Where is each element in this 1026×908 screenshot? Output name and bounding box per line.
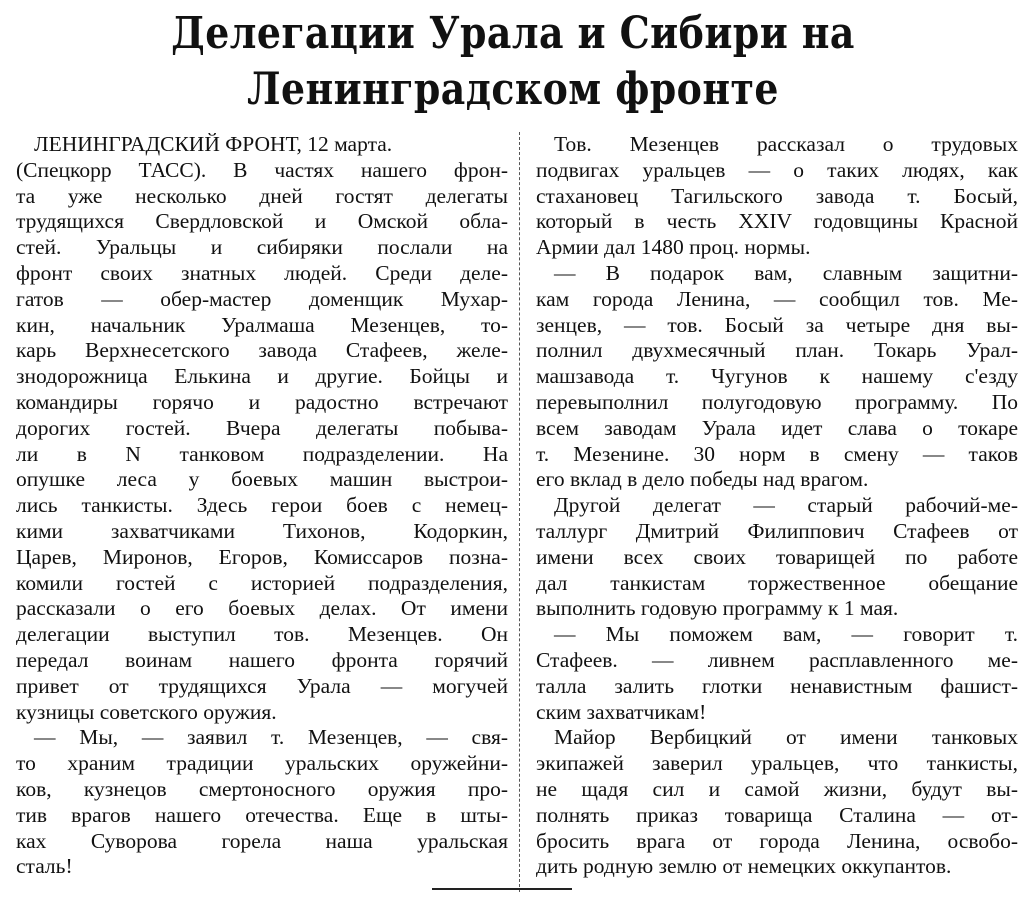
left-column	[16, 132, 508, 880]
text-line: подвигах уральцев — о таких людях, как	[536, 157, 1018, 182]
text-line: талла залить глотки ненавистным фашист-	[536, 673, 1018, 698]
text-line: гатов — обер-мастер доменщик Мухар-	[16, 286, 508, 311]
text-line: — Мы поможем вам, — говорит т.	[554, 622, 1018, 647]
text-line: зенцев, — тов. Босый за четыре дня вы-	[536, 312, 1018, 337]
text-line: ках Суворова горела наша уральская	[16, 828, 508, 853]
text-line: фронт своих знатных людей. Среди деле-	[16, 260, 508, 285]
text-line: — В подарок вам, славным защитни-	[554, 260, 1018, 285]
text-line: комили гостей с историей подразделения,	[16, 570, 508, 595]
text-line: кими захватчиками Тихонов, Кодоркин,	[16, 518, 508, 543]
text-line: дорогих гостей. Вчера делегаты побыва-	[16, 415, 508, 440]
text-line: его вклад в дело победы над врагом.	[536, 467, 869, 492]
text-line: дал танкистам торжественное обещание	[536, 570, 1018, 595]
column-divider	[519, 132, 520, 892]
text-line: рассказали о его боевых делах. От имени	[16, 596, 508, 621]
text-line: Стафеев. — ливнем расплавленного ме-	[536, 647, 1018, 672]
text-line: экипажей заверил уральцев, что танкисты,	[536, 751, 1018, 776]
text-line: кузницы советского оружия.	[16, 699, 277, 724]
text-line: знодорожница Елькина и другие. Бойцы и	[16, 364, 508, 389]
text-line: ков, кузнецов смертоносного оружия про-	[16, 776, 508, 801]
text-line: карь Верхнесетского завода Стафеев, желе-	[16, 338, 508, 363]
text-line: то храним традиции уральских оружейни-	[16, 751, 508, 776]
text-line: привет от трудящихся Урала — могучей	[16, 673, 508, 698]
text-line: всем заводам Урала идет слава о токаре	[536, 415, 1018, 440]
text-line: кам города Ленина, — сообщил тов. Ме-	[536, 286, 1018, 311]
text-line: полнять приказ товарища Сталина — от-	[536, 802, 1018, 827]
headline-line-1: Делегации Урала и Сибири на	[171, 8, 855, 59]
text-line: таллург Дмитрий Филиппович Стафеев от	[536, 518, 1018, 543]
text-line: Тов. Мезенцев рассказал о трудовых	[554, 132, 1018, 156]
text-line: делегации выступил тов. Мезенцев. Он	[16, 622, 508, 647]
text-line: который в честь XXIV годовщины Красной	[536, 209, 1018, 234]
right-column	[536, 132, 1018, 880]
text-line: трудящихся Свердловской и Омской обла-	[16, 209, 508, 234]
text-line: стей. Уральцы и сибиряки послали на	[16, 235, 508, 260]
text-line: ЛЕНИНГРАДСКИЙ ФРОНТ, 12 марта.	[34, 132, 393, 156]
text-line: кин, начальник Уралмаша Мезенцев, то-	[16, 312, 508, 337]
text-line: — Мы, — заявил т. Мезенцев, — свя-	[34, 725, 508, 750]
text-line: тив врагов нашего отечества. Еще в шты-	[16, 802, 508, 827]
text-line: ли в N танковом подразделении. На	[16, 441, 508, 466]
text-line: т. Мезенине. 30 норм в смену — таков	[536, 441, 1018, 466]
text-line: (Спецкорр ТАСС). В частях нашего фрон-	[16, 157, 508, 182]
text-line: Армии дал 1480 проц. нормы.	[536, 235, 811, 260]
text-line: Царев, Миронов, Егоров, Комиссаров позна-	[16, 544, 508, 569]
text-line: Другой делегат — старый рабочий-ме-	[554, 493, 1018, 518]
text-line: Майор Вербицкий от имени танковых	[554, 725, 1018, 750]
text-line: машзавода т. Чугунов к нашему с'езду	[536, 364, 1018, 389]
text-line: не щадя сил и самой жизни, будут вы-	[536, 776, 1018, 801]
bottom-rule	[432, 888, 572, 890]
text-line: стахановец Тагильского завода т. Босый,	[536, 183, 1018, 208]
headline-line-2: Ленинградском фронте	[247, 64, 779, 115]
text-line: ским захватчикам!	[536, 699, 707, 724]
text-line: перевыполнил полугодовую программу. По	[536, 389, 1018, 414]
text-line: полнил двухмесячный план. Токарь Урал-	[536, 338, 1018, 363]
text-line: имени всех своих товарищей по работе	[536, 544, 1018, 569]
text-line: передал воинам нашего фронта горячий	[16, 647, 508, 672]
article-headline	[72, 6, 954, 118]
text-line: выполнить годовую программу к 1 мая.	[536, 596, 899, 621]
text-line: сталь!	[16, 854, 73, 879]
text-line: бросить врага от города Ленина, освобо-	[536, 828, 1018, 853]
text-line: лись танкисты. Здесь герои боев с немец-	[16, 493, 508, 518]
text-line: опушке леса у боевых машин выстрои-	[16, 467, 508, 492]
text-line: дить родную землю от немецких оккупантов.	[536, 854, 952, 879]
text-line: командиры горячо и радостно встречают	[16, 389, 508, 414]
text-line: та уже несколько дней гостят делегаты	[16, 183, 508, 208]
